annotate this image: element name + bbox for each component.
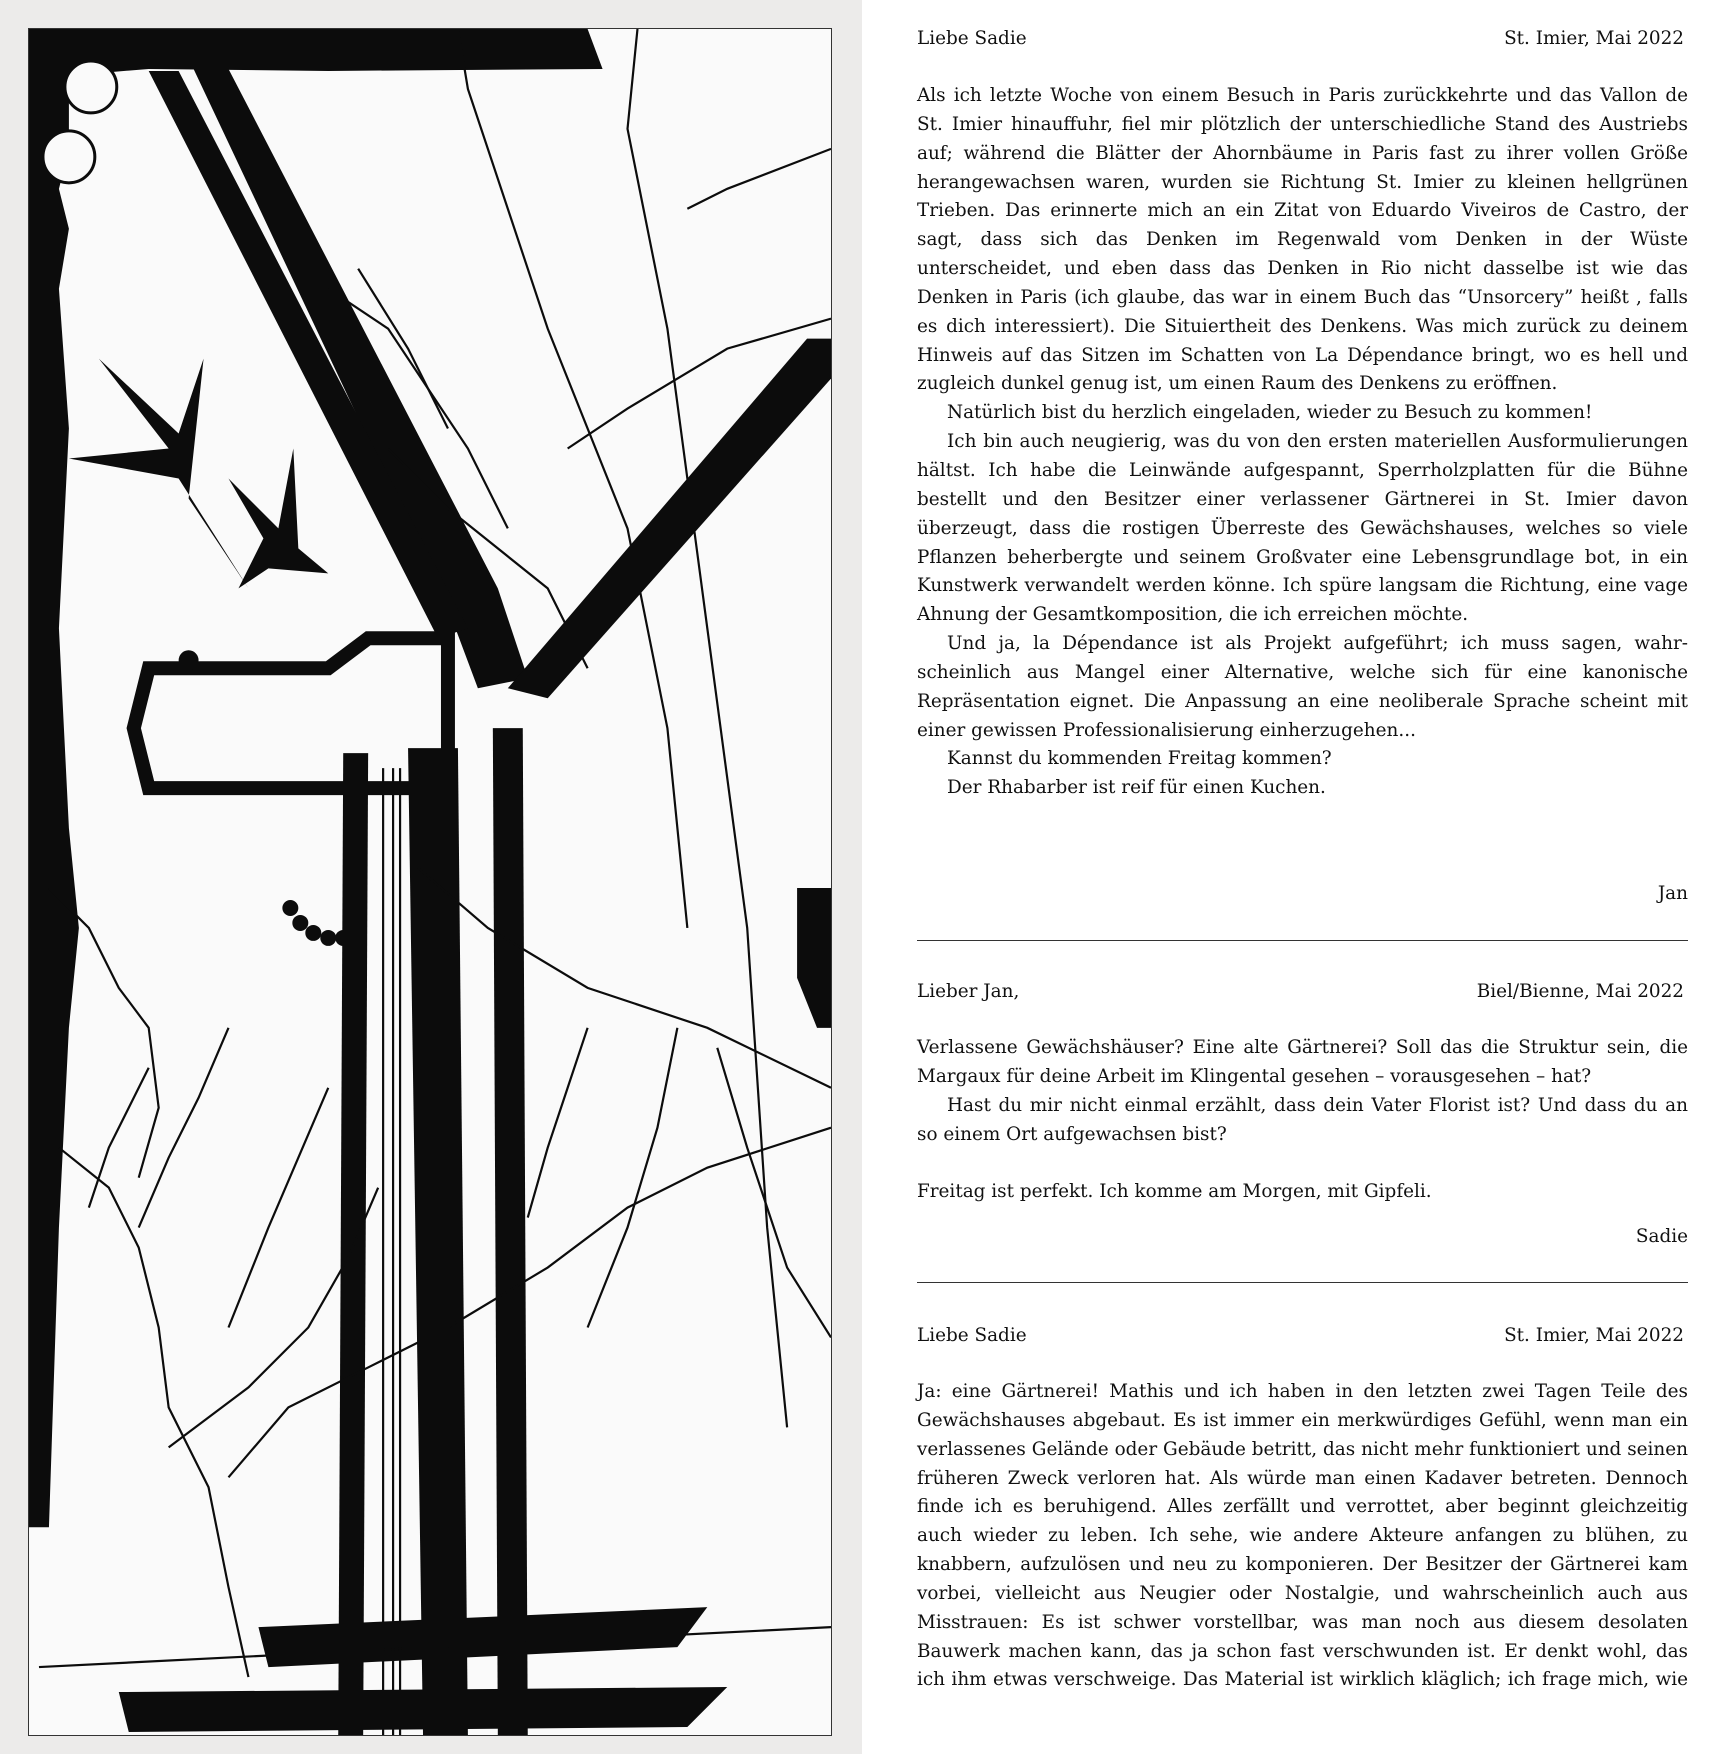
letter-1-paragraph: Ich bin auch neugierig, was du von den ersten materiellen Ausformulierungen hältst. Ich habe die Leinwände aufgespannt, Sperrholzplatten für die Bühne bestellt und den Besitzer einer verlassener Gärtnerei in St. Imier davon überzeugt, dass die rostigen Überreste des Gewächshauses, welches so viele Pflanzen beherbergte und seinem Großvater eine Lebensgrundlage bot, in ein Kunstwerk verwandelt werden könne. Ich spüre langsam die Richtung, eine vage Ahnung der Gesamtkomposition, die ich erreichen möchte. [917,431,1688,626]
tree-line [528,1028,588,1218]
letter-2-place-date: Biel/Bienne, Mai 2022 [1476,981,1684,1002]
letter-2-salutation: Lieber Jan, [917,981,1020,1002]
tree-line [229,1128,831,1478]
star-shape-2 [229,449,329,589]
letter-2-signature: Sadie [1635,1226,1688,1247]
vertical-post [408,748,468,1735]
tree-line [418,868,831,1088]
letter-3-paragraph: Ja: eine Gärtnerei! Mathis und ich haben in den letzten zwei Tagen Teile des Gewächshauses abgebaut. Es ist immer ein merkwürdiges Gefühl, wenn man ein verlassenes Gelände oder Gebäude betritt, das nicht mehr funktioniert und seinen früheren Zweck verloren hat. Als würde man einen Kadaver betreten. Dennoch finde ich es beruhigend. Alles zerfällt und verrottet, aber beginnt gleichzeitig auch wieder zu leben. Ich sehe, wie andere Akteure anfangen zu blühen, zu knabbern, aufzulösen und neu zu komponieren. Der Besitzer der Gärtnerei kam vorbei, vielleicht aus Neugier oder Nostalgie, und wahrscheinlich auch aus Misstrauen: Es ist schwer vorstellbar, was man noch aus diesem desolaten Bauwerk machen kann, das ja schon fast verschwunden ist. Er denkt wohl, das ich ihm etwas verschweige. Das Material ist wirklich kläglich; ich frage mich, wie [917,1381,1688,1691]
letter-2-header [917,978,1688,1006]
vertical-strings [383,768,400,1735]
letter-1-paragraph: Und ja, la Dépendance ist als Projekt aufgeführt; ich muss sagen, wahrscheinlich aus Mangel einer Alternative, welche sich für eine kanonische Repräsentation eignet. Die Anpassung an eine neoliberale Sprache scheint mit einer gewissen Professionalisierung einherzugehen... [917,633,1688,741]
letter-1-paragraph: Kannst du kommenden Freitag kommen? [947,748,1332,770]
letter-1-place-date: St. Imier, Mai 2022 [1504,28,1684,49]
top-ink-bar [29,29,603,74]
letter-2-body [917,1034,1688,1207]
letter-1-header [917,25,1688,53]
letter-divider [917,1282,1688,1283]
tree-line [59,1148,249,1677]
right-dark-patch [797,888,831,1028]
letter-2-paragraph: Freitag ist perfekt. Ich komme am Morgen, mit Gipfeli. [917,1181,1432,1203]
moon-circle-1 [65,61,117,113]
star-shape-1 [69,359,249,589]
letter-3-salutation: Liebe Sadie [917,1325,1027,1346]
letter-1-salutation: Liebe Sadie [917,28,1027,49]
letter-1-paragraph: Natürlich bist du herzlich eingeladen, wieder zu Besuch zu kommen! [947,402,1593,424]
letter-3-body [917,1378,1688,1695]
tree-line [588,1028,678,1328]
letter-2-paragraph: Verlassene Gewächshäuser? Eine alte Gärtnerei? Soll das die Struktur sein, die Margaux für deine Arbeit im Klingental gesehen – vorausgesehen – hat? [917,1037,1688,1087]
diagonal-band-outer [149,71,468,638]
tree-line [458,29,687,928]
letter-divider [917,940,1688,941]
right-diagonal-band [508,339,831,699]
tree-line [687,149,831,209]
tree-line [628,29,788,1427]
letter-2-paragraph: Hast du mir nicht einmal erzählt, dass dein Vater Florist ist? Und dass du an so einem Ort aufgewachsen bist? [917,1094,1688,1145]
vertical-post-2 [493,728,528,1735]
letter-1-paragraph: Der Rhabarber ist reif für einen Kuchen. [947,777,1326,799]
tree-line [89,1068,149,1208]
artwork-ink-drawing [28,28,832,1736]
letter-1-paragraph: Als ich letzte Woche von einem Besuch in Paris zurückkehrte und das Vallon de St. Imier hinauffuhr, fiel mir plötzlich der unterschiedliche Stand des Austriebs auf; während die Blätter der Ahornbäume in Paris fast zu ihrer vollen Größe herangewachsen waren, wurden sie Richtung St. Imier zu kleinen hellgrünen Trieben. Das erinnerte mich an ein Zitat von Eduardo Viveiros de Castro, der sagt, dass sich das Denken im Regenwald vom Denken in der Wüste unterscheidet, und eben dass das Denken in Rio nicht dasselbe ist wie das Denken in Paris (ich glaube, das war in einem Buch das “Unsorcery” heißt , falls es dich interessiert). Die Situiertheit des Denkens. Was mich zurück zu deinem Hinweis auf das Sitzen im Schatten von La Dépendance bringt, wo es hell und zugleich dunkel genug ist, um einen Raum des Denkens zu eröffnen. [917,85,1688,395]
letter-1-body [917,82,1688,803]
diagonal-band [194,69,528,688]
letter-3-header [917,1322,1688,1350]
left-ink-bar [29,69,79,1527]
letter-1-signature: Jan [1657,883,1688,904]
ink-drawing-svg [29,29,831,1735]
moon-circle-2 [43,131,95,183]
bottom-ink-strokes-2 [119,1687,727,1732]
letter-3-place-date: St. Imier, Mai 2022 [1504,1325,1684,1346]
tree-line [229,1088,329,1328]
